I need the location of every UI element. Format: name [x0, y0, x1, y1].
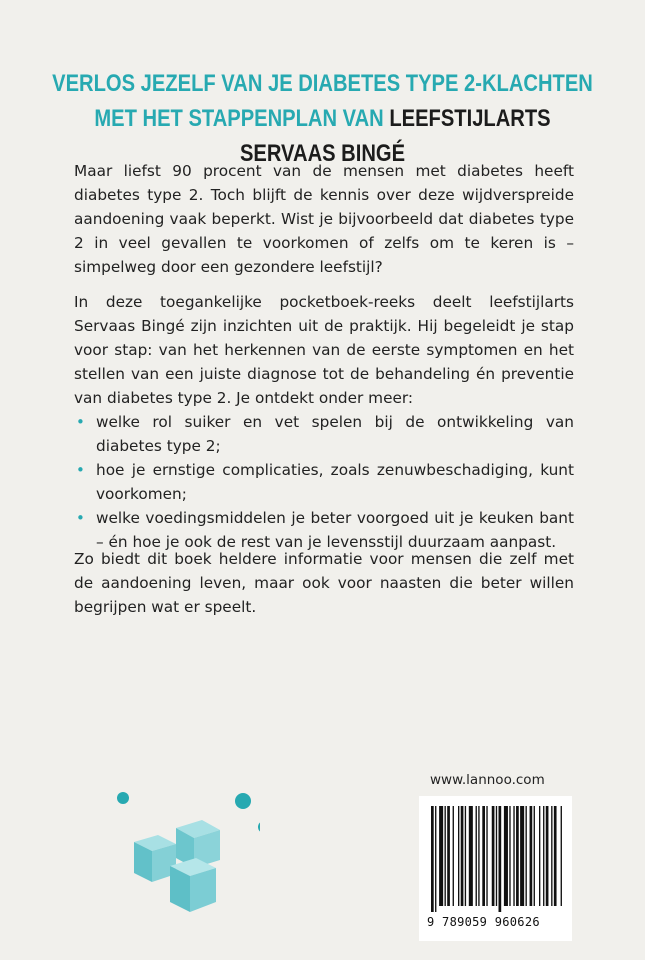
barcode-bar	[439, 806, 443, 906]
cube-icon	[134, 835, 176, 882]
cube-icon	[170, 858, 216, 912]
barcode-bar	[431, 806, 434, 912]
blurb-section-main	[74, 290, 574, 554]
barcode-bar	[526, 806, 527, 906]
small-dot-icon	[117, 792, 129, 804]
small-dot-icon	[258, 821, 260, 833]
list-item-text: welke rol suiker en vet spelen bij de ontwikkeling van diabetes type 2;	[96, 413, 574, 455]
barcode-bar	[509, 806, 510, 906]
headline-author-text: LEEFSTIJLARTS SERVAAS BINGÉ	[239, 105, 551, 167]
barcode-bar	[492, 806, 495, 906]
barcode-bar	[530, 806, 533, 906]
barcode-bar	[458, 806, 459, 906]
barcode-bar	[478, 806, 479, 906]
barcode-bars	[419, 796, 572, 914]
list-item	[74, 458, 574, 506]
barcode-bar	[453, 806, 454, 906]
barcode-bar	[461, 806, 464, 906]
blurb-paragraph-intro: Maar liefst 90 procent van de mensen met diabetes heeft diabetes type 2. Toch blijft de kennis over deze wijdverspreide aandoening vaak beperkt. Wist je bijvoorbeeld dat diabetes type 2 in veel gevallen te voorkomen of zelfs om te keren is – simpelweg door een gezondere leefstijl?	[74, 162, 574, 276]
barcode-bar	[447, 806, 450, 906]
barcode-bar	[539, 806, 540, 906]
barcode-bar	[543, 806, 544, 906]
bullet-dot-icon: •	[76, 509, 85, 527]
list-item-text: hoe je ernstige complicaties, zoals zenuwbeschadiging, kunt voorkomen;	[96, 461, 574, 503]
barcode-bar	[554, 806, 557, 906]
blurb-paragraph-closing: Zo biedt dit boek heldere informatie voor mensen die zelf met de aandoening leven, maar ook voor naasten die beter willen begrijpen wat er speelt.	[74, 550, 574, 616]
barcode-bar	[504, 806, 508, 906]
barcode-bar	[520, 806, 524, 906]
barcode-bar	[551, 806, 552, 906]
blurb-paragraph-series: In deze toegankelijke pocketboek-reeks deelt leefstijlarts Servaas Bingé zijn inzichten uit de praktijk. Hij begeleidt je stap voor stap: van het herkennen van de eerste symptomen en het stellen van een juiste diagnose tot de behandeling én preventie van diabetes type 2. Je ontdekt onder meer:	[74, 293, 574, 407]
publisher-website: www.lannoo.com	[430, 772, 545, 788]
list-item	[74, 410, 574, 458]
barcode-bar	[534, 806, 535, 906]
small-dot-icon	[235, 793, 251, 809]
list-item-text: welke voedingsmiddelen je beter voorgoed uit je keuken bant – én hoe je ook de rest van je levensstijl duurzaam aanpast.	[96, 509, 574, 551]
barcode-bar	[516, 806, 519, 906]
isbn-number: 9 789059 960626	[427, 915, 540, 929]
barcode-bar	[486, 806, 487, 906]
headline-teal-text: VERLOS JEZELF VAN JE DIABETES TYPE 2-KLACHTEN MET HET STAPPENPLAN VAN	[52, 70, 593, 132]
barcode-bar	[499, 806, 502, 912]
barcode-bar	[435, 806, 436, 912]
bullet-dot-icon: •	[76, 413, 85, 431]
barcode-bar	[482, 806, 485, 906]
barcode-bar	[496, 806, 497, 906]
barcode-bar	[546, 806, 549, 906]
barcode-bar	[513, 806, 514, 906]
back-cover-headline	[52, 66, 594, 171]
bullet-dot-icon: •	[76, 461, 85, 479]
barcode-bar	[561, 806, 562, 906]
barcode-bar	[469, 806, 473, 906]
bullet-list	[74, 410, 574, 554]
barcode-bar	[445, 806, 446, 906]
sugar-cubes-illustration	[100, 780, 260, 930]
barcode-bar	[476, 806, 477, 906]
barcode-bar	[465, 806, 466, 906]
